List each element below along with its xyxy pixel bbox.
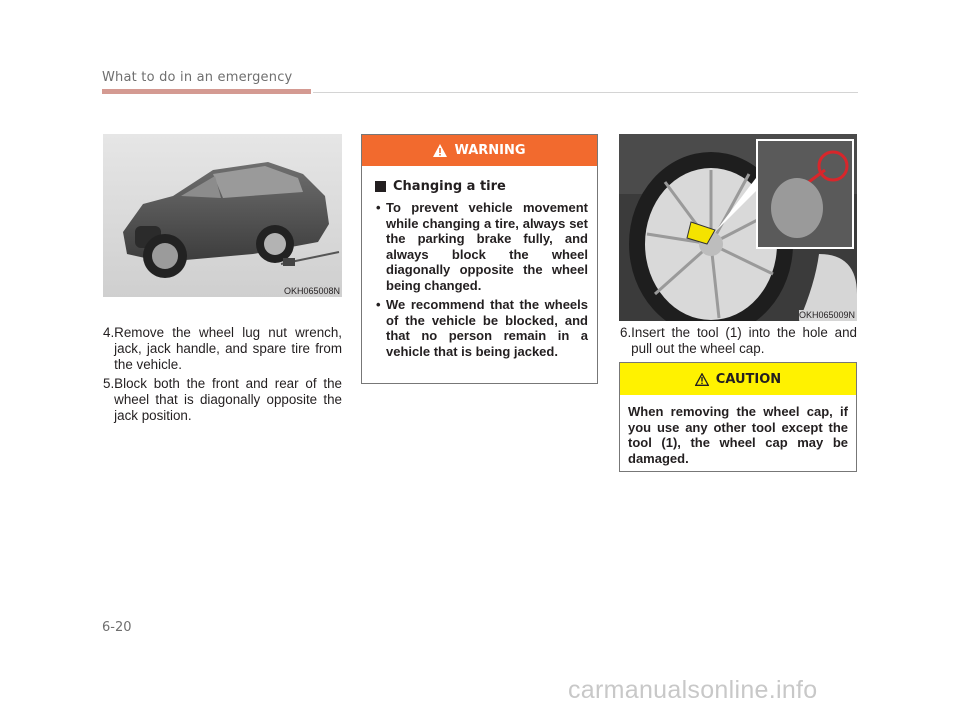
- step-text: Insert the tool (1) into the hole and pull out the wheel cap.: [631, 325, 857, 356]
- caution-triangle-icon: [695, 373, 709, 386]
- right-steps: [620, 325, 857, 360]
- warning-bullets: [362, 200, 597, 359]
- warning-triangle-icon: [433, 144, 447, 157]
- left-steps: [103, 325, 342, 427]
- warning-header: [362, 135, 597, 166]
- bullet-text: We recommend that the wheels of the vehicle be blocked, and that no person remain in a vehicle that is being jacked.: [386, 297, 588, 359]
- header-accent-rule: [102, 89, 311, 94]
- warning-subtitle: [375, 179, 597, 194]
- caution-text: When removing the wheel cap, if you use any other tool except the tool (1), the wheel cap may be damaged.: [628, 404, 848, 466]
- step-text: Block both the front and rear of the wheel that is diagonally opposite the jack position.: [114, 376, 342, 423]
- wheel-tool-illustration: [619, 134, 857, 321]
- watermark: carmanualsonline.info: [568, 676, 818, 704]
- header-divider: [313, 92, 858, 93]
- page-number: 6-20: [102, 620, 132, 635]
- bullet-text: To prevent vehicle movement while changing a tire, always set the parking brake fully, and always block the wheel diagonally opposite the wheel being changed.: [386, 200, 588, 293]
- warning-label: WARNING: [454, 143, 526, 158]
- list-item: [376, 200, 588, 293]
- section-title: What to do in an emergency: [102, 70, 293, 85]
- warning-subtitle-text: Changing a tire: [393, 179, 506, 194]
- step-number: 6.: [620, 325, 632, 340]
- caution-label: CAUTION: [715, 371, 782, 387]
- image-code: OKH065008N: [283, 286, 340, 296]
- step-5: [103, 376, 342, 424]
- caution-box: [619, 362, 857, 472]
- caution-header: [620, 363, 856, 395]
- step-6: [620, 325, 857, 357]
- step-text: Remove the wheel lug nut wrench, jack, jack handle, and spare tire from the vehicle.: [114, 325, 342, 372]
- bullet-icon: •: [376, 297, 381, 312]
- list-item: [376, 297, 588, 359]
- step-number: 4.: [103, 325, 115, 340]
- image-code: OKH065009N: [798, 310, 855, 320]
- warning-box: [361, 134, 598, 384]
- bullet-icon: •: [376, 200, 381, 215]
- square-bullet-icon: [375, 181, 386, 192]
- step-number: 5.: [103, 376, 115, 391]
- step-4: [103, 325, 342, 373]
- car-jack-illustration: [103, 134, 342, 297]
